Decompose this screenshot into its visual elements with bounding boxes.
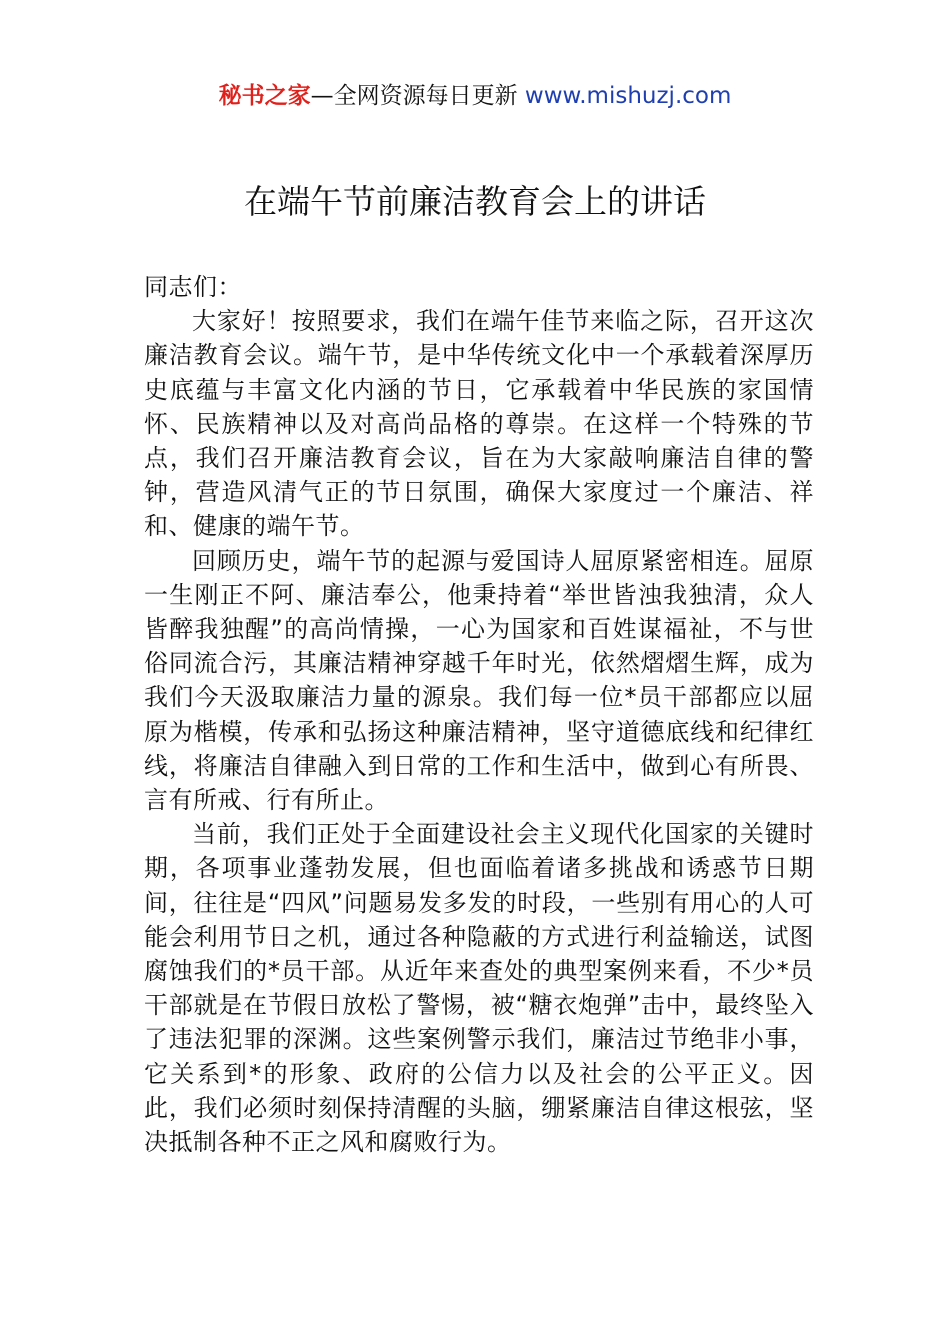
paragraph-2: 回顾历史，端午节的起源与爱国诗人屈原紧密相连。屈原一生刚正不阿、廉洁奉公，他秉持着“举世皆浊我独清，众人皆醉我独醒”的高尚情操，一心为国家和百姓谋福祉，不与世俗同流合污，其廉洁精神穿越千年时光，依然熠熠生辉，成为我们今天汲取廉洁力量的源泉。我们每一位*员干部都应以屈原为楷模，传承和弘扬这种廉洁精神，坚守道德底线和纪律红线，将廉洁自律融入到日常的工作和生活中，做到心有所畏、言有所戒、行有所止。 xyxy=(144,546,814,815)
document-title: 在端午节前廉洁教育会上的讲话 xyxy=(244,182,706,221)
paragraph-1: 大家好！按照要求，我们在端午佳节来临之际，召开这次廉洁教育会议。端午节，是中华传统文化中一个承载着深厚历史底蕴与丰富文化内涵的节日，它承载着中华民族的家国情怀、民族精神以及对高尚品格的尊崇。在这样一个特殊的节点，我们召开廉洁教育会议，旨在为大家敲响廉洁自律的警钟，营造风清气正的节日氛围，确保大家度过一个廉洁、祥和、健康的端午节。 xyxy=(144,307,814,541)
website-link[interactable]: www.mishuzj.com xyxy=(524,83,732,109)
document-body xyxy=(144,270,814,1159)
salutation: 同志们： xyxy=(144,273,242,301)
brand-name: 秘书之家 xyxy=(218,83,311,109)
header-tagline: —全网资源每日更新 xyxy=(310,83,518,109)
paragraph-3: 当前，我们正处于全面建设社会主义现代化国家的关键时期，各项事业蓬勃发展，但也面临着诸多挑战和诱惑节日期间，往往是“四风”问题易发多发的时段，一些别有用心的人可能会利用节日之机，通过各种隐蔽的方式进行利益输送，试图腐蚀我们的*员干部。从近年来查处的典型案例来看，不少*员干部就是在节假日放松了警惕，被“糖衣炮弹”击中，最终坠入了违法犯罪的深渊。这些案例警示我们，廉洁过节绝非小事，它关系到*的形象、政府的公信力以及社会的公平正义。因此，我们必须时刻保持清醒的头脑，绷紧廉洁自律这根弦，坚决抵制各种不正之风和腐败行为。 xyxy=(144,820,814,1157)
page-header xyxy=(0,80,950,112)
